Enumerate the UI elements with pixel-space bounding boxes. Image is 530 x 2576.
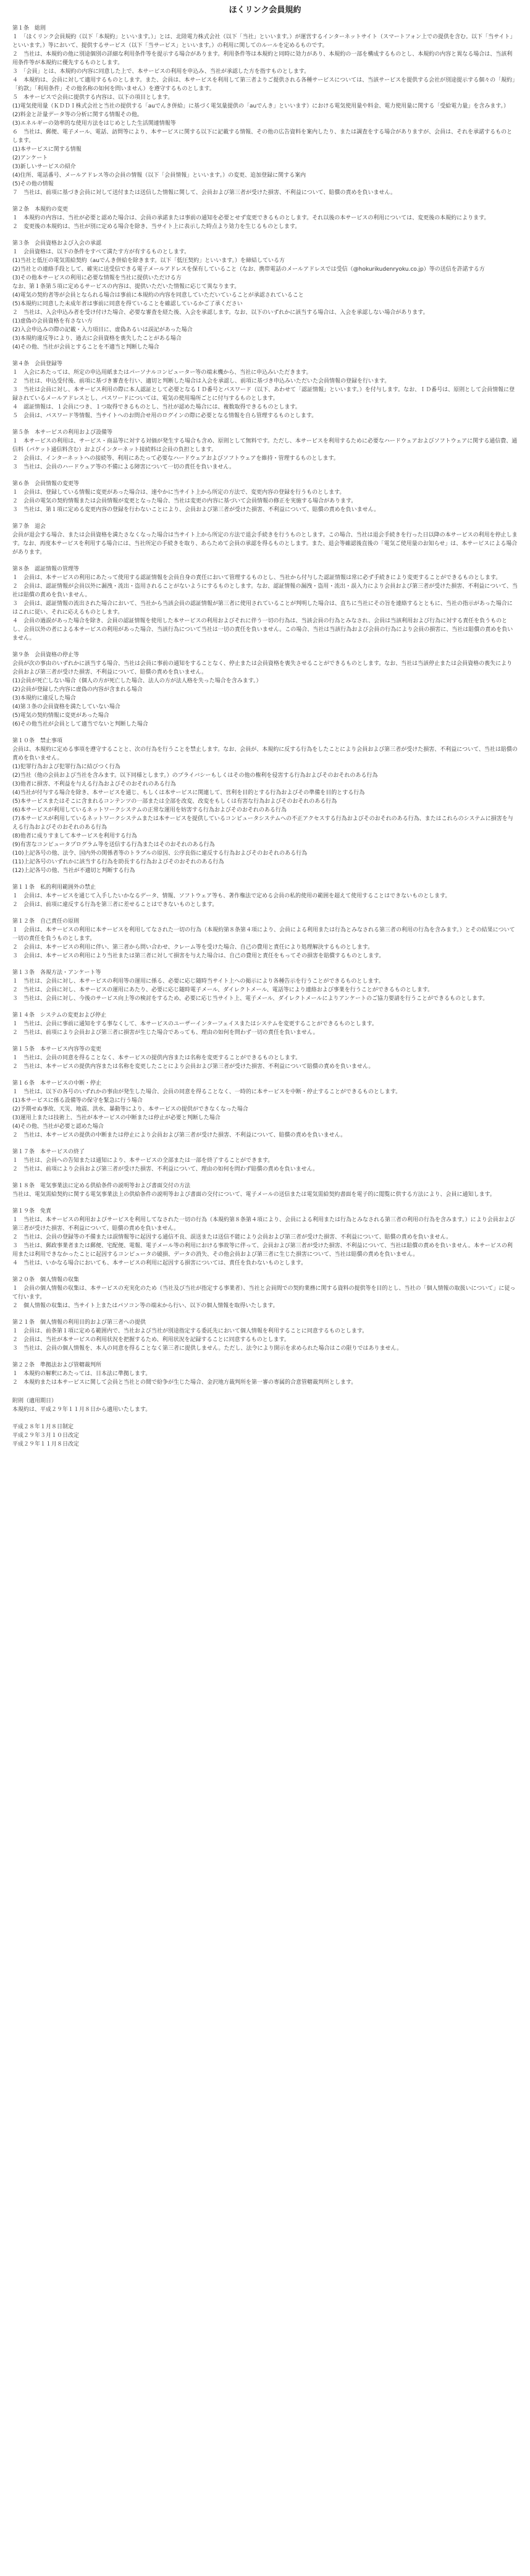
article-heading: 第２１条 個人情報の利用目的および第三者への提供 bbox=[12, 1320, 146, 1326]
article-paragraph: ２ 会員は、認証情報が会員以外に漏洩・流出・盗用されることがないようにするものとします。なお、認証情報の漏洩・盗用・流出・誤入力により会員および第三者が受けた損害、不利益について、当社は賠償の責めを負いません。 bbox=[12, 583, 518, 598]
article-paragraph: ２ 当社は、申込受付後、前項に基づき審査を行い、適切と判断した場合は入会を承認し、前項に基づき申込みいただいた会員情報の登録を行います。 bbox=[12, 378, 390, 384]
article-9 bbox=[12, 651, 518, 729]
closing-heading: 附則（適用期日） bbox=[12, 1398, 57, 1404]
article-paragraph: (2)予期せぬ事故、天災、地震、洪水、暴動等により、本サービスの提供ができなくなった場合 bbox=[12, 1106, 248, 1112]
article-paragraph: 当社は、電気需給契約に関する電気事業法上の供給条件の説明等および書面の交付について、電子メールの送信または電気需給契約書面を電子的に閲覧に供する方法により、会員に通知します。 bbox=[12, 1192, 495, 1198]
article-paragraph: ３ 当社は、第１項に定める変更内容の登録を行わないことにより、会員および第三者が受けた損害、不利益について、賠償の責めを負いません。 bbox=[12, 507, 380, 513]
article-paragraph: (4)その他、当社が会員とすることを不適当と判断した場合 bbox=[12, 344, 159, 350]
article-paragraph: (8)他者に成りすまして本サービスを利用する行為 bbox=[12, 833, 137, 839]
article-heading: 第５条 本サービスの利用および設備等 bbox=[12, 430, 113, 436]
article-paragraph: (4)第３条の会員資格を満たしていない場合 bbox=[12, 704, 120, 710]
article-paragraph: ４ 当社は、いかなる場合においても、本サービスの利用に起因する損害については、責任を負わないものとします。 bbox=[12, 1260, 307, 1266]
article-paragraph: (3)運用上または技術上、当社が本サービスの中断または停止が必要と判断した場合 bbox=[12, 1115, 221, 1121]
article-2 bbox=[12, 205, 518, 231]
article-12 bbox=[12, 917, 518, 960]
article-4 bbox=[12, 360, 518, 420]
article-heading: 第１６条 本サービスの中断・停止 bbox=[12, 1080, 102, 1087]
article-paragraph: (4)電気の契約者等が会員となられる場合は事前に本規約の内容を同意していただいていることが承認されていること bbox=[12, 292, 304, 299]
article-paragraph: ２ 個人情報の収集は、当サイト上またはパソコン等の端末から行い、以下の個人情報を取得いたします。 bbox=[12, 1303, 279, 1309]
article-13 bbox=[12, 968, 518, 1003]
article-11 bbox=[12, 883, 518, 909]
article-8 bbox=[12, 565, 518, 643]
article-heading: 第１９条 免責 bbox=[12, 1208, 52, 1214]
article-heading: 第９条 会員資格の停止等 bbox=[12, 652, 80, 658]
article-paragraph: (1)電気使用量（ＫＤＤＩ株式会社と当社の提供する「auでんき併給」に基づく電気量提供の「auでんき」といいます）における電気使用量や料金、電力使用量に関する「受給電力量」を含みます。） bbox=[12, 103, 509, 109]
article-paragraph: (6)本サービスが利用しているネットワークシステムの正常な運用を妨害する行為およびそのおそれのある行為 bbox=[12, 807, 287, 813]
article-3 bbox=[12, 239, 518, 352]
article-paragraph: ２ 当社は、会員の登録等の不備または誤情報等に起因する通信不良、誤送または送信不能により会員および第三者が受けた損害、不利益について、賠償の責めを負いません。 bbox=[12, 1234, 452, 1240]
article-paragraph: ２ 当社は、本規約の他に別途個別の詳細な利用条件等を提示する場合があります。利用条件等は本規約と同時に効力があり、本規約の一部を構成するものとし、本規約の内容と異なる場合は、当該利用条件等が本規約に優先するものとします。 bbox=[12, 51, 513, 66]
article-paragraph: (1)虚偽の会員資格を有さない方 bbox=[12, 318, 93, 324]
article-paragraph: (6)その他当社が会員として適当でないと判断した場合 bbox=[12, 721, 148, 727]
article-paragraph: ２ 変更後の本規約は、当社が別に定める場合を除き、当サイト上に表示した時点より効力を生じるものとします。 bbox=[12, 224, 301, 230]
article-heading: 第１８条 電気事業法に定める供給条件の説明等および書面交付の方法 bbox=[12, 1183, 191, 1189]
article-paragraph: １ 当社は、会員に事前に通知をする事なくして、本サービスのユーザーインターフェイスまたはシステムを変更することができるものとします。 bbox=[12, 1021, 377, 1027]
article-paragraph: ３ 「会員」とは、本規約の内容に同意した上で、本サービスの利用を申込み、当社が承認した方を指すものとします。 bbox=[12, 69, 310, 75]
article-heading: 第８条 認証情報の管理等 bbox=[12, 566, 80, 572]
article-paragraph: ７ 当社は、前項に基づき会員に対して送付または送信した情報に関して、会員および第三者が受けた損害、不利益について、賠償の責めを負いません。 bbox=[12, 190, 397, 196]
article-paragraph: ３ 会員は、本サービスの利用により当社または第三者に対して損害を与えた場合は、自己の費用と責任をもってその損害を賠償するものとします。 bbox=[12, 953, 385, 959]
article-paragraph: (5)電気の契約情報に変更があった場合 bbox=[12, 713, 109, 719]
article-paragraph: ２ 当社は、入会申込み者を受け付けた場合、必要な審査を経た後、入会を承認します。なお、以下のいずれかに該当する場合は、入会を承認しない場合があります。 bbox=[12, 310, 429, 316]
article-paragraph: １ 「ほくリンク会員規約（以下「本規約」といいます。）」とは、北陸電力株式会社（以下「当社」といいます。）が運営するインターネットサイト（スマートフォン上での提供を含む。以下「当サイト」といいます。）等において、提供するサービス（以下「当サービス」といいます。）の利用に関してのルールを定めるものです。 bbox=[12, 34, 516, 49]
article-paragraph: 会員が退会する場合、または会員資格を満たさなくなった場合は当サイト上から所定の方法で退会手続きを行うものとします。この場合、当社は退会手続きを行った日以降の本サービスの利用を停止します。なお、再度本サービスを利用する場合には、当社所定の手続きを取り、あらためて会員の承認を得るものとします。また、退会等確認後直後の「電気ご使用量のお知らせ」は、本サービスによる場合があります。 bbox=[12, 532, 518, 556]
article-16 bbox=[12, 1079, 518, 1140]
article-paragraph: (7)本サービスが利用しているネットワークシステムまたは本サービスを提供しているコンピュータシステムへの不正アクセスする行為およびそのおそれのある行為、またはこれらのシステムに損害を与える行為およびそのおそれのある行為 bbox=[12, 816, 513, 831]
article-paragraph: １ 会員資格は、以下の条件をすべて満たす方が有するものとします。 bbox=[12, 249, 190, 255]
article-heading: 第２０条 個人情報の収集 bbox=[12, 1277, 80, 1283]
article-17 bbox=[12, 1148, 518, 1174]
article-paragraph: ２ 当社は、前項により会員および第三者に損害が生じた場合であっても、理由の如何を問わず一切の責任を負いません。 bbox=[12, 1030, 319, 1036]
article-paragraph: (4)当社が付与する場合を除き、本サービスを通じ、もしくは本サービスに関連して、営利を目的とする行為およびその準備を目的とする行為 bbox=[12, 790, 365, 796]
article-paragraph: ２ 会員は、当社が本サービスの利用状況を把握するため、利用状況を記録することに同意するものとします。 bbox=[12, 1337, 290, 1343]
article-paragraph: (3)その他本サービスの利用に必要な情報を当社に提供いただける方 bbox=[12, 275, 182, 281]
article-paragraph: (2)入会申込みの際の記載・入力項目に、虚偽あるいは誤記があった場合 bbox=[12, 327, 193, 333]
revision-history bbox=[12, 1423, 518, 1449]
article-paragraph: (2)当社との連絡手段として、確実に送受信できる電子メールアドレスを保有していること（なお、携帯電話のメールアドレスでは受信（@hokurikudenryoku.co.jp）等の送信を許諾する方 bbox=[12, 266, 485, 273]
article-14 bbox=[12, 1011, 518, 1037]
article-paragraph: (1)本サービスに係る設備等の保守を緊急に行う場合 bbox=[12, 1098, 143, 1104]
article-paragraph: (9)有害なコンピュータプログラム等を送信する行為またはそのおそれのある行為 bbox=[12, 842, 215, 848]
article-5 bbox=[12, 428, 518, 472]
article-paragraph: (4)その他、当社が必要と認めた場合 bbox=[12, 1124, 104, 1130]
article-18 bbox=[12, 1182, 518, 1199]
article-paragraph: ２ 当社は、本サービスの提供内容または名称を変更したことにより会員および第三者が受けた損害、不利益について賠償の責めを負いません。 bbox=[12, 1064, 374, 1070]
article-paragraph: (1)犯罪行為および犯罪行為に結びつく行為 bbox=[12, 764, 120, 770]
article-paragraph: ３ 会員は、認証情報の流出された場合において、当社から当該会員の認証情報が第三者に使用されていることが判明した場合は、直ちに当社にその旨を連絡するとともに、当社の指示があった場合にはこれに従い、それに応えるものとします。 bbox=[12, 601, 513, 616]
article-paragraph: ２ 本規約または本サービスに関して会員と当社との間で紛争が生じた場合、金沢地方裁判所を第一審の専属的合意管轄裁判所とします。 bbox=[12, 1379, 357, 1386]
article-heading: 第１０条 禁止事項 bbox=[12, 738, 63, 744]
article-7 bbox=[12, 522, 518, 557]
article-paragraph: ２ 当社は、会員に対し、本サービスの運用にあたり、必要に応じ随時電子メール、ダイレクトメール、電話等により連絡および事業を行うことができるものとします。 bbox=[12, 987, 434, 993]
article-paragraph: １ 本サービスの利用は、サービス・商品等に対する対価が発生する場合も含め、原則として無料です。ただし、本サービスを利用するために必要なハードウェアおよびソフトウェアに関する通信費、通信料（パケット通信料含む）およびインターネット接続料は会員の負担とします。 bbox=[12, 438, 518, 453]
article-heading: 第１５条 本サービス内容等の変更 bbox=[12, 1046, 102, 1053]
article-heading: 第１３条 各規方法・アンケート等 bbox=[12, 970, 101, 976]
article-paragraph: ２ 会員は、本サービスの利用に伴い、第三者から問い合わせ、クレーム等を受けた場合、自己の費用と責任により処理解決するものとします。 bbox=[12, 944, 374, 951]
article-paragraph: １ 本規約の内容は、当社が必要と認めた場合は、会員の承諾または事前の通知を必要とせず変更できるものとします。それ以後の本サービスの利用については、変更後の本規約によります。 bbox=[12, 215, 490, 221]
article-paragraph: (3)エネルギーの効率的な使用方法をはじめとした生活関連情報等 bbox=[12, 121, 176, 127]
article-6 bbox=[12, 480, 518, 514]
article-paragraph: ２ 当社は、前項により会員および第三者が受けた損害、不利益について、理由の如何を問わず賠償の責めを負いません。 bbox=[12, 1166, 319, 1172]
article-paragraph: なお、第１条第５項に定めるサービスの内容は、提供いただいた情報に応じて異なります。 bbox=[12, 284, 240, 290]
article-paragraph: １ 会員は、本サービスの利用に本サービスを利用してなされた一切の行為（本規約第８条第４項により、会員による利用または行為とみなされる第三者の利用の行為を含みます。）とその結果について一切の責任を負うものとします。 bbox=[12, 927, 515, 942]
article-heading: 第１１条 私的利用範囲外の禁止 bbox=[12, 884, 96, 891]
article-paragraph: ２ 当社は、本サービスの提供の中断または停止により会員および第三者が受けた損害、不利益について、賠償の責めを負いません。 bbox=[12, 1132, 347, 1138]
article-paragraph: (11)上記各号のいずれかに該当する行為を助長する行為およびそのおそれのある行為 bbox=[12, 859, 224, 865]
article-1 bbox=[12, 24, 518, 197]
article-paragraph: １ 会員は、前条第１項に定める範囲内で、当社および当社が別途指定する委託先において個人情報を利用することに同意するものとします。 bbox=[12, 1328, 368, 1334]
article-paragraph: １ 本規約の解釈にあたっては、日本法に準拠します。 bbox=[12, 1371, 151, 1377]
article-paragraph: ６ 当社は、郵便、電子メール、電話、訪問等により、本サービスに関する以下に記載する情報、その他の広告資料を案内したり、または調査をする場合がありますが、会員は、それを承諾するものとします。 bbox=[12, 129, 513, 144]
article-19 bbox=[12, 1207, 518, 1268]
article-paragraph: (4)住所、電話番号、メールアドレス等の会員の情報（以下「会員情報」といいます。）の変更、追加登録に関する案内 bbox=[12, 172, 306, 179]
article-20 bbox=[12, 1276, 518, 1310]
article-heading: 第７条 退会 bbox=[12, 523, 46, 530]
closing-paragraph: 本規約は、平成２９年１１月８日から適用いたします。 bbox=[12, 1407, 151, 1413]
article-paragraph: ５ 本サービスで会員に提供する内容は、以下の項目とします。 bbox=[12, 95, 174, 101]
article-heading: 第１４条 システムの変更および停止 bbox=[12, 1012, 107, 1019]
article-paragraph: (1)本サービスに関する情報 bbox=[12, 146, 82, 153]
article-paragraph: １ 会員の個人情報の収集は、本サービスの充実化のため（当社及び当社が指定する事業者）、当社と会員間での契約業務に関する資料の提供等を目的とし、当社の「個人情報の取扱いについて」に従って行います。 bbox=[12, 1286, 516, 1300]
article-paragraph: (1)会員が死亡しない場合（個人の方が死亡した場合、法人の方が法人格を失った場合を含みます。） bbox=[12, 678, 262, 684]
article-paragraph: (12)上記各号の他、当社が不適切と判断する行為 bbox=[12, 868, 135, 874]
article-paragraph: (5)本規約に同意した未成年者は事前に同意を得ていることを確認しているかご了承ください bbox=[12, 301, 243, 307]
article-paragraph: ２ 会員の電気の契約情報または会員情報が変更となった場合、当社は変更の内容に基づいて会員情報の修正を実施する場合があります。 bbox=[12, 498, 357, 504]
article-heading: 第１７条 本サービスの終了 bbox=[12, 1149, 85, 1155]
article-paragraph: ３ 当社は、会員の個人情報を、本人の同意を得ることなく第三者に提供しません。ただし、法令により開示を求められた場合はこの限りではありません。 bbox=[12, 1345, 403, 1352]
article-15 bbox=[12, 1045, 518, 1071]
page-title: ほくリンク会員規約 bbox=[229, 6, 301, 15]
article-paragraph: (2)会員が登録した内容に虚偽の内容が含まれる場合 bbox=[12, 687, 143, 693]
article-paragraph: ４ 会員の過誤があった場合を除き、会員の認証情報を使用した本サービスの利用およびそれに伴う一切の行為は、当該会員の行為とみなされ、会員は当該利用および行為に対する責任を負うものとし、会員以外の者による本サービスの利用があった場合、当該行為について当社は一切の責任を負いません。この場合、当社は当該行為および会員の行為により会員の損害に、当社は賠償の責めを負いません。 bbox=[12, 618, 513, 642]
article-paragraph: (5)その他の情報 bbox=[12, 181, 54, 187]
article-paragraph: ５ 会員は、パスワード等情報、当サイトへのお問合せ用のログインの際に必要となる情報を自ら管理するものとします。 bbox=[12, 413, 318, 419]
article-paragraph: １ 会員は、登録している情報に変更があった場合は、速やかに当サイト上から所定の方法で、変更内容の登録を行うものとします。 bbox=[12, 489, 345, 496]
revision-date: 平成２９年３月１０日改定 bbox=[12, 1433, 80, 1439]
article-paragraph: (3)本規約に違反した場合 bbox=[12, 695, 76, 701]
article-heading: 第２条 本規約の変更 bbox=[12, 206, 69, 213]
article-paragraph: １ 当社は、以下の各号のいずれかの事由が発生した場合、会員の同意を得ることなく、一時的に本サービスを中断・停止することができるものとします。 bbox=[12, 1089, 402, 1095]
article-heading: 第４条 会員登録等 bbox=[12, 361, 63, 367]
article-paragraph: 会員は、本規約に定める事項を遵守することと、次の行為を行うことを禁止します。なお、会員が、本規約に反する行為をしたことにより会員および第三者が受けた損害、不利益について、当社は賠償の責めを負いません。 bbox=[12, 747, 518, 761]
article-paragraph: ３ 当社は、郵政事業者または郵便、宅配便、電報、電子メール等の利用における事故等に伴って、会員および第三者が受けた損害、不利益について、当社は賠償の責めを負いません。本サービスの利用または利用できなかったことに起因するコンピュータの破損、データの消失、その他会員および第三者に生じた損害について、当社は賠償の責めを負いません。 bbox=[12, 1243, 513, 1258]
article-paragraph: ４ 認証情報は、１会員につき、１つ取得できるものとし、当社が認めた場合には、複数取得できるものとします。 bbox=[12, 404, 301, 410]
article-paragraph: １ 当社は、本サービスの利用およびサービスを利用してなされた一切の行為（本規約第８条第４項により、会員による利用または行為とみなされる第三者の利用の行為を含みます。）により会員および第三者が受けた損害、不利益について、賠償の責めを負いません。 bbox=[12, 1217, 515, 1232]
article-paragraph: (3)本規約違反等により、過去に会員資格を喪失したことがある場合 bbox=[12, 336, 182, 342]
article-paragraph: 会員が次の事由のいずれかに該当する場合、当社は会員に事前の通知をすることなく、停止または会員資格を喪失させることができるものとします。なお、当社は当該停止または会員資格の喪失により会員および第三者が受けた損害、不利益について、賠償の責めを負いません。 bbox=[12, 661, 513, 676]
article-paragraph: (2)アンケート bbox=[12, 155, 48, 161]
article-paragraph: １ 会員は、本サービスの利用にあたって使用する認証情報を会員自身の責任において管理するものとし、当社から付与した認証情報は常に必ず手続きにより変更することができるものとします。 bbox=[12, 575, 502, 581]
article-22 bbox=[12, 1361, 518, 1387]
article-heading: 第２２条 準拠法および管轄裁判所 bbox=[12, 1362, 102, 1368]
article-paragraph: ２ 会員は、前項に違反する行為を第三者に差せることはできないものとします。 bbox=[12, 902, 218, 908]
article-paragraph: (2)料金と計量データ等の分析に関する情報その他。 bbox=[12, 112, 143, 118]
article-paragraph: ３ 当社は、会員に対し、今後のサービス向上等の検討をするため、必要に応じ当サイト上、電子メール、ダイレクトメールによりアンケートのご協力要請を行うことができるものとします。 bbox=[12, 996, 489, 1002]
article-heading: 第６条 会員情報の変更等 bbox=[12, 481, 80, 487]
article-paragraph: １ 当社は、会員への告知または通知により、本サービスの全部または一部を終了することができます。 bbox=[12, 1158, 274, 1164]
article-paragraph: ２ 会員は、インターネットへの接続等、利用にあたって必要なハードウェアおよびソフトウェアを維持・管理するものとします。 bbox=[12, 455, 339, 462]
article-paragraph: ４ 本規約は、会員に対して適用するものとします。また、会員は、本サービスを利用して第三者よりご提供される各種サービスについては、当該サービスを提供する会社が別途提示する個々の「規約」「約款」「利用条件」その他名称の如何を問いません）を遵守するものとします。 bbox=[12, 77, 515, 92]
closing-section bbox=[12, 1397, 518, 1414]
article-paragraph: (1)当社と低圧の電気需給契約（auでんき併給を除きます。以下「低圧契約」といいます。）を締結している方 bbox=[12, 258, 285, 264]
articles-container bbox=[12, 24, 518, 1387]
article-paragraph: １ 会員は、本サービスを通じて入手したいかなるデータ、情報、ソフトウェア等も、著作権法で定める会員の私的使用の範囲を超えて使用することはできないものとします。 bbox=[12, 893, 451, 899]
article-paragraph: １ 入会にあたっては、所定の申込用紙またはパーソナルコンピューター等の端末機から、当社に申込みいただきます。 bbox=[12, 370, 312, 376]
revision-date: 平成２８年１月８日制定 bbox=[12, 1424, 74, 1430]
article-paragraph: (5)本サービスまたはそこに含まれるコンテンツの一部または全部を改変、改変をもしくは有害な行為およびそのおそれのある行為 bbox=[12, 799, 337, 805]
article-paragraph: ３ 当社は会員に対し、本サービス利用の際に本人認証として必要となるＩＤ番号とパスワード（以下、あわせて「認証情報」といいます。）を付与します。なお、ＩＤ番号は、原則として会員情報に登録されているメールアドレスとし、パスワードについては、電気の使用場所ごとに付与するものとします。 bbox=[12, 387, 515, 402]
article-heading: 第１条 総則 bbox=[12, 25, 46, 32]
article-paragraph: ３ 当社は、会員のハードウェア等の不備による障害について一切の責任を負いません。 bbox=[12, 464, 235, 470]
article-paragraph: (3)他者に損害、不利益を与える行為およびそのおそれのある行為 bbox=[12, 781, 176, 787]
article-paragraph: (2)当社（他の会員および当社を含みます。以下同様とします。）のプライバシーもしくはその他の権利を侵害する行為およびそのおそれのある行為 bbox=[12, 773, 378, 779]
article-paragraph: １ 当社は、会員に対し、本サービスの利用等の運用に係る、必要に応じ随時当サイト上への掲示により各種告示を行うことができるものとします。 bbox=[12, 978, 384, 985]
revision-date: 平成２９年１１月８日改定 bbox=[12, 1441, 80, 1447]
article-paragraph: １ 当社は、会員の同意を得ることなく、本サービスの提供内容または名称を変更することができるものとします。 bbox=[12, 1055, 301, 1061]
article-paragraph: (10)上記各号の他、法令、国内外の関係者等のトラブルの原因、公序良俗に違反する行為およびそのおそれのある行為 bbox=[12, 850, 308, 857]
article-heading: 第１２条 自己責任の原則 bbox=[12, 918, 80, 925]
article-paragraph: (3)新しいサービスの紹介 bbox=[12, 164, 76, 170]
article-10 bbox=[12, 737, 518, 875]
article-heading: 第３条 会員資格および入会の承認 bbox=[12, 240, 102, 247]
article-21 bbox=[12, 1318, 518, 1353]
